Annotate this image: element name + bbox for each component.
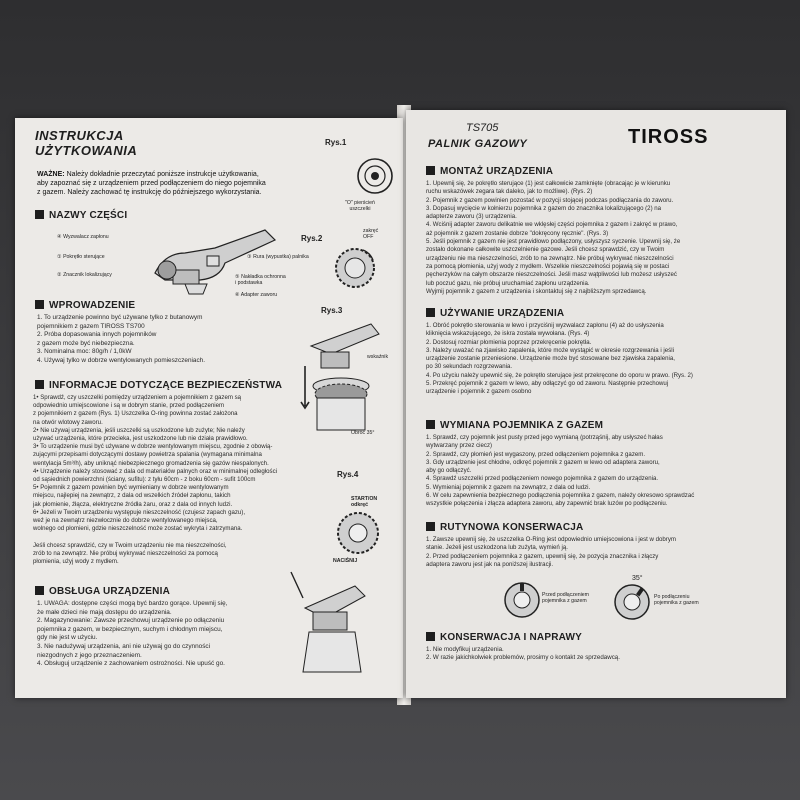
mount-text: 1. Upewnij się, że pokrętło sterujące (1) jest całkowicie zamknięte (obracając je w kierunku ruchu wskazówek zegara tak daleko, jak to możliwe). (Rys. 2) 2. Pojemnik z gazem powinien pozostać w pozycji stojącej podczas podłączania do zaworu. 3. Dopasuj wycięcie w kołnierzu pojemnika z gazem do znacznika lokalizującego (2) na adapterze zaworu (3) urządzenia. 4. Wciśnij adapter zaworu delikatnie we wklęsłej części pojemnika z gazem i zakręć w prawo, aż pojemnik z gazem zostanie dobrze "dokręcony ręcznie". (Rys. 3) 5. Jeśli pojemnik z gazem nie jest prawidłowo podłączony, usłyszysz syczenie. Upewnij się, że zostało dokonane całkowite uszczelnienie gazowe. Jeśli chcesz sprawdzić, czy w Twoim urządzeniu nie ma nieszczelności, zrób to na zewnątrz. Nie próbuj wykrywać nieszczelności za pomocą płomienia, użyj wody z mydłem. Wszelkie nieszczelności pojawią się w postaci pęcherzyków na całym obszarze nieszczelności. Jeśli masz wątpliwości lub możesz usłyszeć lub poczuć gazu, nie próbuj uruchamiać zapłonu urządzenia. Wyjmij pojemnik z gazem z urządzenia i skontaktuj się z najbliższym sprzedawcą. xyxy=(426,180,681,295)
mount-heading: MONTAŻ URZĄDZENIA xyxy=(426,166,553,177)
warning-label: WAŻNE: xyxy=(37,171,65,178)
warning-text: Należy dokładnie przeczytać poniższe instrukcje użytkowania, aby zapoznać się z urządzeniem przed podłączeniem do niego pojemnika z gazem. Należy zachować tę instrukcję do późniejszego wykorzystania. xyxy=(37,171,266,196)
fig3-label: Rys.3 xyxy=(321,306,343,315)
doc-title-line2: UŻYTKOWANIA xyxy=(35,143,138,158)
fig2-note: zakręć OFF xyxy=(363,228,379,241)
right-page xyxy=(406,110,786,698)
part-label-2: ② Znacznik lokalizujący xyxy=(57,272,112,278)
intro-text: 1. To urządzenie powinno być używane tylko z butanowym pojemnikiem z gazem TIROSS TS700 2. Próba dopasowania innych pojemników z gazem może być niebezpieczna. 3. Nominalna moc: 80g/h / 1,0kW 4. Używaj tylko w dobrze wentylowanych pomieszczeniach. xyxy=(37,314,206,364)
replace-text: 1. Sprawdź, czy pojemnik jest pusty przed jego wymianą (potrząśnij, aby usłyszeć hałas wytwarzany przez ciecz) 2. Sprawdź, czy płomień jest wygaszony, przed odłączeniem pojemnika z gazem. 3. Gdy urządzenie jest chłodne, odkręć pojemnik z gazem w lewo od adaptera zaworu, aby go odłączyć. 4. Sprawdź uszczelki przed podłączeniem nowego pojemnika z gazem do urządzenia. 5. Wymieniaj pojemnik z gazem na zewnątrz, z dala od ludzi. 6. W celu zapewnienia bezpiecznego podłączenia pojemnika z gazem, należy okresowo sprawdzać wszystkie połączenia i złącza adaptera zaworu, aby zapewnić brak luzów po podłączeniu. xyxy=(426,434,695,508)
fig3-connect-diagram xyxy=(291,316,391,436)
valve-after-diagram xyxy=(612,582,652,622)
fig3-note-indicator: wskaźnik xyxy=(367,354,389,360)
maint-text: 1. Zawsze upewnij się, że uszczelka O-Ring jest odpowiednio umiejscowiona i jest w dobrym stanie. Jeżeli jest uszkodzona lub zużyta, wymień ją. 2. Przed podłączeniem pojemnika z gazem, upewnij się, że pozycja znacznika i złączy adaptera zaworu jest jak na poniższej ilustracji. xyxy=(426,536,676,568)
fig1-label: Rys.1 xyxy=(325,138,347,147)
part-label-5: ⑤ Nakładka ochronna i podstawka xyxy=(235,274,286,287)
safety-heading: INFORMACJE DOTYCZĄCE BEZPIECZEŃSTWA xyxy=(35,380,282,391)
fig1-oring-diagram xyxy=(355,156,395,198)
repair-heading: KONSERWACJA I NAPRAWY xyxy=(426,632,582,643)
doc-title-line1: INSTRUKCJA xyxy=(35,128,124,143)
fig1-note: "O" pierścień uszczelki xyxy=(345,200,375,213)
part-label-3: ③ Rura (wypustka) palnika xyxy=(247,254,309,260)
use-text: 1. Obróć pokrętło sterowania w lewo i przyciśnij wyzwalacz zapłonu (4) aż do usłyszenia kliknięcia wskazującego, że iskra została wywołana. (Rys. 4) 2. Dostosuj rozmiar płomienia poprzez przekręcenie pokrętła. 3. Należy uważać na zjawisko zapalenia, które może wystąpić w okresie rozgrzewania i jeśli urządzenie zostanie przeniesione. Urządzenie może być stosowane bez zjawiska zapalenia, po 30 sekundach rozgrzewania. 4. Po użyciu należy upewnić się, że pokrętło sterujące jest przekręcone do oporu w prawo. (Rys. 2) 5. Przekręć pojemnik z gazem w lewo, aby odłączyć go od zaworu. Następnie przechowuj urządzenie i pojemnik z gazem osobno xyxy=(426,322,693,396)
warning-block xyxy=(37,170,266,197)
fig4-note-press: NACIŚNIJ xyxy=(333,558,358,564)
safety-text: 1• Sprawdź, czy uszczelki pomiędzy urządzeniem a pojemnikiem z gazem są odpowiednio umiejscowione i są w dobrym stanie, przed podłączeniem z pojemnikiem z gazem (Rys. 1) Uszczelka O-ring powinna zostać założona na otwór wlotowy zaworu. 2• Nie używaj urządzenia, jeśli uszczelki są uszkodzone lub zużyte; Nie należy używać urządzenia, które przecieka, jest uszkodzone lub nie działa prawidłowo. 3• To urządzenie musi być używane w dobrze wentylowanym miejscu, zgodnie z obowią- zującymi przepisami dotyczącymi dostawy powietrza spalania (wymagana minimalna wentylacja 5m³/h), aby uniknąć niebezpiecznego gromadzenia się gazów niespalonych. 4• Urządzenie należy stosować z dala od materiałów palnych oraz w minimalnej odległości od sąsiednich powierzchni (ściany, sufitu): z tyłu 60cm - z boku 60cm - sufit 100cm 5• Pojemnik z gazem powinien być wymieniany w dobrze wentylowanym miejscu, najlepiej na zewnątrz, z dala od wszelkich źródeł zapłonu, takich jak płomienie, źłącza, elektryczne źródła żaru, oraz z dala od innych ludzi. 6• Jeżeli w Twoim urządzeniu występuje nieszczelność (czujesz zapach gazu), weź je na zewnątrz niezwłocznie do dobrze wentylowanego miejsca, wolnego od płomieni, gdzie nieszczelność może zostać wykryta i zatrzymana. Jeśli chcesz sprawdzić, czy w Twoim urządzeniu nie ma nieszczelności, zrób to na zewnątrz. Nie próbuj wykrywać nieszczelności za pomocą płomienia, użyj wody z mydłem. xyxy=(33,394,277,566)
fig4-note-start: START/ON odkręć xyxy=(351,496,378,509)
left-page xyxy=(15,118,403,698)
valve-after-label: Po podłączeniu pojemnika z gazem xyxy=(654,594,699,607)
valve-angle-label: 35° xyxy=(632,575,643,582)
fig2-label: Rys.2 xyxy=(301,234,323,243)
replace-heading: WYMIANA POJEMNIKA Z GAZEM xyxy=(426,420,603,431)
fig2-knob-diagram xyxy=(333,246,377,290)
model-number: TS705 xyxy=(466,122,499,134)
fig3-note-rotate: Obróć 35° xyxy=(351,430,375,436)
fig4-label: Rys.4 xyxy=(337,470,359,479)
repair-text: 1. Nie modyfikuj urządzenia. 2. W razie jakichkolwiek problemów, prosimy o kontakt ze sprzedawcą. xyxy=(426,646,620,662)
operation-heading: OBSŁUGA URZĄDZENIA xyxy=(35,586,170,597)
part-label-1: ① Pokrętło sterujące xyxy=(57,254,105,260)
operation-text: 1. UWAGA: dostępne części mogą być bardzo gorące. Upewnij się, że małe dzieci nie mają dostępu do urządzenia. 2. Magazynowanie: Zawsze przechowuj urządzenie po odłączeniu pojemnika z gazem, w bezpiecznym, suchym i chłodnym miejscu, gdy nie jest w użyciu. 3. Nie nadużywaj urządzenia, ani nie używaj go do czynności niezgodnych z jego przeznaczeniem. 4. Obsługuj urządzenie z zachowaniem ostrożności. Nie upuść go. xyxy=(37,600,228,668)
parts-heading: NAZWY CZĘŚCI xyxy=(35,210,127,221)
use-heading: UŻYWANIE URZĄDZENIA xyxy=(426,308,564,319)
intro-heading: WPROWADZENIE xyxy=(35,300,135,311)
valve-before-diagram xyxy=(502,580,542,620)
valve-before-label: Przed podłączeniem pojemnika z gazem xyxy=(542,592,590,605)
maint-heading: RUTYNOWA KONSERWACJA xyxy=(426,522,583,533)
part-label-6: ⑥ Adapter zaworu xyxy=(235,292,278,298)
product-subtitle: PALNIK GAZOWY xyxy=(428,138,528,150)
brand-logo: TIROSS xyxy=(628,126,709,148)
part-label-4: ④ Wyzwalacz zapłonu xyxy=(57,234,109,240)
fig4-knob-diagram xyxy=(333,508,383,558)
fig4-torch-diagram xyxy=(285,568,395,678)
